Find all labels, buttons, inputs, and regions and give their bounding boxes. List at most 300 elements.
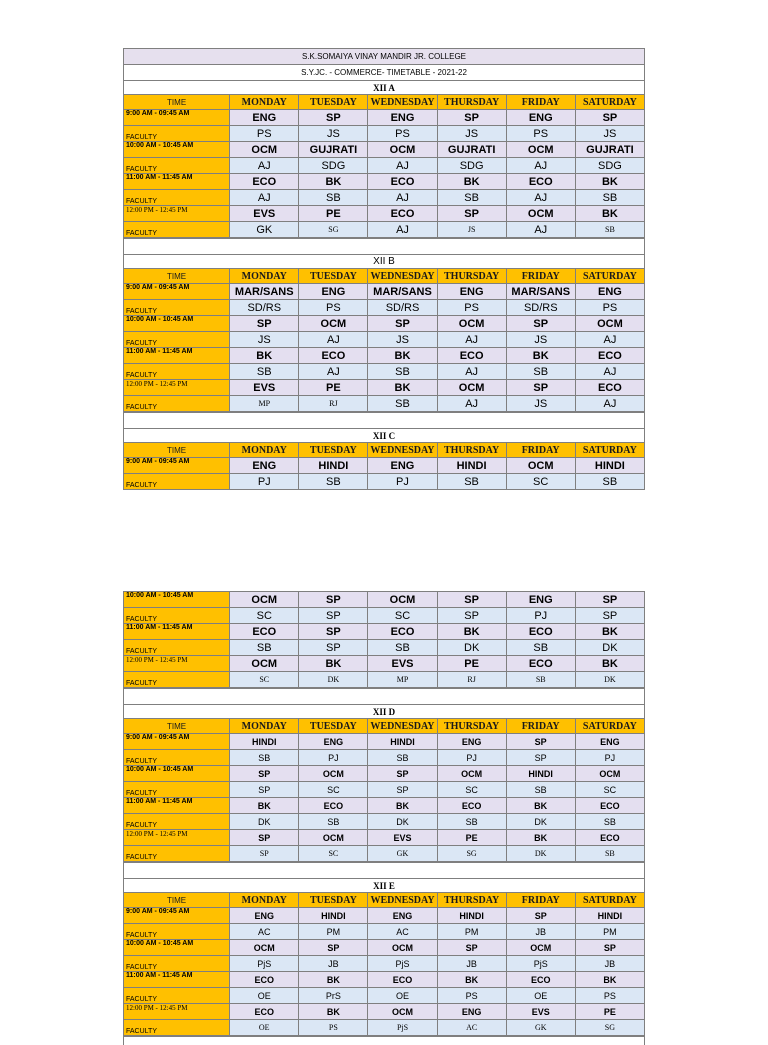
faculty-cell: PrS xyxy=(299,988,368,1004)
faculty-cell: SC xyxy=(437,782,506,798)
faculty-cell: AJ xyxy=(575,396,644,412)
timetable-page-1 xyxy=(123,48,645,490)
faculty-cell: OE xyxy=(230,1020,299,1036)
faculty-cell: SG xyxy=(437,846,506,862)
header-saturday: SATURDAY xyxy=(575,95,644,110)
faculty-cell: PJ xyxy=(368,474,437,490)
faculty-cell: PjS xyxy=(506,956,575,972)
faculty-cell: PS xyxy=(575,300,644,316)
header-thursday: THURSDAY xyxy=(437,893,506,908)
table-row-subject xyxy=(124,624,645,640)
subject-cell: ECO xyxy=(575,380,644,396)
subject-cell: EVS xyxy=(368,830,437,846)
faculty-cell: SB xyxy=(299,190,368,206)
table-row-faculty xyxy=(124,396,645,412)
faculty-cell: DK xyxy=(575,672,644,688)
subject-cell: SP xyxy=(437,592,506,608)
faculty-cell: JB xyxy=(575,956,644,972)
faculty-cell: SD/RS xyxy=(506,300,575,316)
faculty-cell: OE xyxy=(368,988,437,1004)
subject-cell: BK xyxy=(368,798,437,814)
header-thursday: THURSDAY xyxy=(437,719,506,734)
subject-cell: PE xyxy=(437,656,506,672)
faculty-cell: SP xyxy=(437,608,506,624)
subject-cell: ECO xyxy=(299,348,368,364)
subject-cell: SP xyxy=(230,830,299,846)
faculty-cell: GK xyxy=(230,222,299,238)
subject-cell: OCM xyxy=(230,142,299,158)
subject-cell: OCM xyxy=(506,142,575,158)
subject-cell: ECO xyxy=(575,798,644,814)
faculty-cell: PjS xyxy=(368,1020,437,1036)
faculty-label: FACULTY xyxy=(124,396,230,412)
header-saturday: SATURDAY xyxy=(575,443,644,458)
timetable-subtitle: S.Y.JC. - COMMERCE- TIMETABLE - 2021-22 xyxy=(124,65,645,81)
subject-cell: BK xyxy=(575,624,644,640)
faculty-cell: DK xyxy=(575,640,644,656)
faculty-cell: AJ xyxy=(230,158,299,174)
subject-cell: GUJRATI xyxy=(437,142,506,158)
faculty-cell: PM xyxy=(299,924,368,940)
faculty-cell: SP xyxy=(230,846,299,862)
subject-cell: SP xyxy=(575,592,644,608)
faculty-cell: SC xyxy=(368,608,437,624)
faculty-cell: JS xyxy=(230,332,299,348)
table-row-subject xyxy=(124,908,645,924)
spacer xyxy=(123,238,645,254)
subject-cell: BK xyxy=(299,174,368,190)
faculty-cell: SB xyxy=(230,750,299,766)
table-row-subject xyxy=(124,1004,645,1020)
faculty-cell: AJ xyxy=(437,364,506,380)
faculty-cell: SDG xyxy=(575,158,644,174)
time-slot-label: 11:00 AM - 11:45 AM xyxy=(124,348,230,364)
subject-cell: HINDI xyxy=(575,458,644,474)
faculty-cell: PS xyxy=(299,300,368,316)
faculty-cell: AJ xyxy=(368,222,437,238)
table-row-faculty xyxy=(124,924,645,940)
subject-cell: ECO xyxy=(230,174,299,190)
faculty-cell: DK xyxy=(437,640,506,656)
subject-cell: ENG xyxy=(506,110,575,126)
subject-cell: ECO xyxy=(506,174,575,190)
header-tuesday: TUESDAY xyxy=(299,719,368,734)
subject-cell: ECO xyxy=(506,656,575,672)
subject-cell: ECO xyxy=(368,624,437,640)
header-friday: FRIDAY xyxy=(506,269,575,284)
faculty-cell: SB xyxy=(575,814,644,830)
time-slot-label: 12:00 PM - 12:45 PM xyxy=(124,830,230,846)
subject-cell: ENG xyxy=(299,284,368,300)
subject-cell: HINDI xyxy=(368,734,437,750)
faculty-label: FACULTY xyxy=(124,190,230,206)
subject-cell: SP xyxy=(299,110,368,126)
subject-cell: OCM xyxy=(230,656,299,672)
subject-cell: ENG xyxy=(230,458,299,474)
subject-cell: OCM xyxy=(575,316,644,332)
faculty-cell: RJ xyxy=(437,672,506,688)
subject-cell: SP xyxy=(368,316,437,332)
xiic-rows-part2 xyxy=(124,592,645,688)
subject-cell: SP xyxy=(506,908,575,924)
subject-cell: SP xyxy=(506,316,575,332)
subject-cell: ECO xyxy=(230,1004,299,1020)
subject-cell: ENG xyxy=(575,284,644,300)
xiic-rows-part1 xyxy=(124,458,645,490)
subject-cell: ECO xyxy=(575,348,644,364)
subject-cell: ECO xyxy=(230,624,299,640)
faculty-cell: PjS xyxy=(230,956,299,972)
faculty-cell: SB xyxy=(506,672,575,688)
faculty-cell: AC xyxy=(368,924,437,940)
table-row-faculty xyxy=(124,126,645,142)
section-title-xiie: XII E xyxy=(124,879,645,893)
subject-cell: ENG xyxy=(506,592,575,608)
subject-cell: OCM xyxy=(368,1004,437,1020)
faculty-cell: JS xyxy=(575,126,644,142)
subject-cell: BK xyxy=(575,206,644,222)
faculty-cell: AJ xyxy=(230,190,299,206)
header-friday: FRIDAY xyxy=(506,95,575,110)
faculty-label: FACULTY xyxy=(124,846,230,862)
subject-cell: BK xyxy=(299,1004,368,1020)
header-thursday: THURSDAY xyxy=(437,95,506,110)
header-wednesday: WEDNESDAY xyxy=(368,893,437,908)
subject-cell: ECO xyxy=(506,624,575,640)
header-time: TIME xyxy=(124,443,230,458)
faculty-cell: PS xyxy=(299,1020,368,1036)
faculty-cell: AJ xyxy=(506,222,575,238)
table-row-subject xyxy=(124,206,645,222)
table-row-subject xyxy=(124,940,645,956)
subject-cell: ENG xyxy=(368,458,437,474)
subject-cell: OCM xyxy=(506,940,575,956)
faculty-cell: PM xyxy=(437,924,506,940)
table-row-faculty xyxy=(124,190,645,206)
subject-cell: OCM xyxy=(299,766,368,782)
faculty-cell: SB xyxy=(575,190,644,206)
header-saturday: SATURDAY xyxy=(575,719,644,734)
header-wednesday: WEDNESDAY xyxy=(368,95,437,110)
subject-cell: SP xyxy=(506,380,575,396)
faculty-cell: PS xyxy=(575,988,644,1004)
subject-cell: PE xyxy=(299,206,368,222)
table-row-subject xyxy=(124,380,645,396)
subject-cell: ENG xyxy=(368,110,437,126)
subject-cell: ECO xyxy=(437,798,506,814)
faculty-cell: GK xyxy=(368,846,437,862)
table-row-faculty xyxy=(124,814,645,830)
subject-cell: OCM xyxy=(368,142,437,158)
faculty-cell: PjS xyxy=(368,956,437,972)
faculty-cell: JB xyxy=(437,956,506,972)
faculty-label: FACULTY xyxy=(124,332,230,348)
faculty-cell: JS xyxy=(506,332,575,348)
faculty-label: FACULTY xyxy=(124,300,230,316)
header-monday: MONDAY xyxy=(230,893,299,908)
table-row-subject xyxy=(124,734,645,750)
subject-cell: SP xyxy=(368,766,437,782)
subject-cell: ECO xyxy=(506,972,575,988)
faculty-cell: GK xyxy=(506,1020,575,1036)
subject-cell: PE xyxy=(575,1004,644,1020)
faculty-cell: SB xyxy=(506,782,575,798)
table-row-subject xyxy=(124,284,645,300)
faculty-label: FACULTY xyxy=(124,956,230,972)
header-saturday: SATURDAY xyxy=(575,893,644,908)
subject-cell: ECO xyxy=(437,348,506,364)
subject-cell: PE xyxy=(437,830,506,846)
xiib-rows xyxy=(124,284,645,412)
faculty-cell: OE xyxy=(230,988,299,1004)
header-tuesday: TUESDAY xyxy=(299,95,368,110)
faculty-cell: SB xyxy=(575,474,644,490)
faculty-cell: AJ xyxy=(368,158,437,174)
subject-cell: EVS xyxy=(230,206,299,222)
time-slot-label: 9:00 AM - 09:45 AM xyxy=(124,734,230,750)
subject-cell: BK xyxy=(299,656,368,672)
header-friday: FRIDAY xyxy=(506,719,575,734)
time-slot-label: 9:00 AM - 09:45 AM xyxy=(124,110,230,126)
subject-cell: GUJRATI xyxy=(575,142,644,158)
subject-cell: BK xyxy=(575,656,644,672)
header-row xyxy=(124,269,645,284)
subject-cell: BK xyxy=(368,348,437,364)
time-slot-label: 9:00 AM - 09:45 AM xyxy=(124,908,230,924)
faculty-cell: AJ xyxy=(575,332,644,348)
subject-cell: HINDI xyxy=(437,908,506,924)
faculty-cell: PJ xyxy=(299,750,368,766)
table-row-faculty xyxy=(124,222,645,238)
faculty-label: FACULTY xyxy=(124,222,230,238)
time-slot-label: 10:00 AM - 10:45 AM xyxy=(124,592,230,608)
subject-cell: ECO xyxy=(299,798,368,814)
table-row-subject xyxy=(124,656,645,672)
subject-cell: ENG xyxy=(437,734,506,750)
faculty-cell: AC xyxy=(437,1020,506,1036)
time-slot-label: 11:00 AM - 11:45 AM xyxy=(124,174,230,190)
table-row-faculty xyxy=(124,608,645,624)
faculty-label: FACULTY xyxy=(124,640,230,656)
subject-cell: HINDI xyxy=(575,908,644,924)
college-name: S.K.SOMAIYA VINAY MANDIR JR. COLLEGE xyxy=(124,49,645,65)
subject-cell: MAR/SANS xyxy=(368,284,437,300)
time-slot-label: 9:00 AM - 09:45 AM xyxy=(124,458,230,474)
section-title-xiib: XII B xyxy=(124,255,645,269)
faculty-label: FACULTY xyxy=(124,126,230,142)
subject-cell: GUJRATI xyxy=(299,142,368,158)
subject-cell: BK xyxy=(506,348,575,364)
faculty-cell: JS xyxy=(437,222,506,238)
faculty-cell: SB xyxy=(437,814,506,830)
faculty-cell: JS xyxy=(506,396,575,412)
faculty-cell: SP xyxy=(506,750,575,766)
subject-cell: ENG xyxy=(437,284,506,300)
faculty-cell: PS xyxy=(437,988,506,1004)
subject-cell: HINDI xyxy=(506,766,575,782)
table-row-faculty xyxy=(124,988,645,1004)
subject-cell: SP xyxy=(230,766,299,782)
header-time: TIME xyxy=(124,269,230,284)
subject-cell: BK xyxy=(230,348,299,364)
faculty-cell: PS xyxy=(437,300,506,316)
faculty-cell: SB xyxy=(506,640,575,656)
faculty-cell: SB xyxy=(437,190,506,206)
header-friday: FRIDAY xyxy=(506,443,575,458)
faculty-cell: SB xyxy=(230,364,299,380)
faculty-cell: SDG xyxy=(437,158,506,174)
subject-cell: BK xyxy=(230,798,299,814)
subject-cell: OCM xyxy=(506,458,575,474)
subject-cell: SP xyxy=(299,592,368,608)
header-saturday: SATURDAY xyxy=(575,269,644,284)
table-row-faculty xyxy=(124,474,645,490)
subject-cell: BK xyxy=(368,380,437,396)
subject-cell: OCM xyxy=(575,766,644,782)
subject-cell: OCM xyxy=(299,830,368,846)
faculty-cell: SC xyxy=(506,474,575,490)
faculty-cell: OE xyxy=(506,988,575,1004)
subject-cell: OCM xyxy=(437,316,506,332)
subject-cell: ECO xyxy=(368,174,437,190)
faculty-cell: SC xyxy=(230,608,299,624)
faculty-cell: SC xyxy=(575,782,644,798)
subject-cell: SP xyxy=(299,624,368,640)
faculty-cell: SB xyxy=(368,396,437,412)
subject-cell: OCM xyxy=(437,766,506,782)
subject-cell: ECO xyxy=(230,972,299,988)
header-tuesday: TUESDAY xyxy=(299,269,368,284)
subject-cell: OCM xyxy=(506,206,575,222)
faculty-label: FACULTY xyxy=(124,924,230,940)
faculty-cell: AC xyxy=(230,924,299,940)
faculty-cell: DK xyxy=(368,814,437,830)
faculty-label: FACULTY xyxy=(124,750,230,766)
table-row-subject xyxy=(124,766,645,782)
faculty-cell: SG xyxy=(299,222,368,238)
timetable-page-2 xyxy=(123,591,645,1045)
faculty-cell: PS xyxy=(506,126,575,142)
header-row xyxy=(124,95,645,110)
subject-cell: BK xyxy=(437,972,506,988)
subject-cell: ENG xyxy=(368,908,437,924)
faculty-cell: SP xyxy=(299,640,368,656)
time-slot-label: 10:00 AM - 10:45 AM xyxy=(124,316,230,332)
faculty-cell: PM xyxy=(575,924,644,940)
xiia-rows xyxy=(124,110,645,238)
table-row-subject xyxy=(124,316,645,332)
faculty-cell: AJ xyxy=(368,190,437,206)
faculty-cell: SC xyxy=(299,782,368,798)
header-tuesday: TUESDAY xyxy=(299,893,368,908)
faculty-label: FACULTY xyxy=(124,608,230,624)
subject-cell: BK xyxy=(575,174,644,190)
faculty-cell: SB xyxy=(230,640,299,656)
subject-cell: BK xyxy=(506,830,575,846)
faculty-cell: SB xyxy=(299,474,368,490)
faculty-cell: AJ xyxy=(575,364,644,380)
faculty-label: FACULTY xyxy=(124,782,230,798)
faculty-label: FACULTY xyxy=(124,158,230,174)
subject-cell: BK xyxy=(437,174,506,190)
header-row xyxy=(124,893,645,908)
subject-cell: HINDI xyxy=(230,734,299,750)
subject-cell: SP xyxy=(437,206,506,222)
faculty-cell: RJ xyxy=(299,396,368,412)
time-slot-label: 9:00 AM - 09:45 AM xyxy=(124,284,230,300)
faculty-cell: JB xyxy=(299,956,368,972)
header-row xyxy=(124,719,645,734)
table-row-faculty xyxy=(124,300,645,316)
subject-cell: OCM xyxy=(299,316,368,332)
table-row-subject xyxy=(124,110,645,126)
xiie-rows xyxy=(124,908,645,1036)
faculty-cell: JS xyxy=(299,126,368,142)
time-slot-label: 11:00 AM - 11:45 AM xyxy=(124,798,230,814)
faculty-cell: SB xyxy=(575,222,644,238)
faculty-cell: PJ xyxy=(437,750,506,766)
faculty-cell: SB xyxy=(368,640,437,656)
time-slot-label: 11:00 AM - 11:45 AM xyxy=(124,972,230,988)
subject-cell: OCM xyxy=(437,380,506,396)
table-row-subject xyxy=(124,972,645,988)
faculty-cell: SD/RS xyxy=(230,300,299,316)
time-slot-label: 10:00 AM - 10:45 AM xyxy=(124,766,230,782)
table-row-faculty xyxy=(124,782,645,798)
subject-cell: SP xyxy=(437,940,506,956)
table-row-faculty xyxy=(124,956,645,972)
header-monday: MONDAY xyxy=(230,95,299,110)
faculty-cell: JS xyxy=(437,126,506,142)
table-row-subject xyxy=(124,798,645,814)
faculty-cell: MP xyxy=(368,672,437,688)
table-row-faculty xyxy=(124,158,645,174)
header-wednesday: WEDNESDAY xyxy=(368,269,437,284)
faculty-cell: SC xyxy=(230,672,299,688)
faculty-cell: MP xyxy=(230,396,299,412)
faculty-cell: SD/RS xyxy=(368,300,437,316)
subject-cell: ENG xyxy=(575,734,644,750)
subject-cell: ENG xyxy=(230,110,299,126)
header-thursday: THURSDAY xyxy=(437,443,506,458)
subject-cell: BK xyxy=(299,972,368,988)
subject-cell: SP xyxy=(575,110,644,126)
subject-cell: EVS xyxy=(368,656,437,672)
subject-cell: ENG xyxy=(230,908,299,924)
subject-cell: OCM xyxy=(368,592,437,608)
faculty-cell: SP xyxy=(368,782,437,798)
time-slot-label: 12:00 PM - 12:45 PM xyxy=(124,1004,230,1020)
subject-cell: ECO xyxy=(368,972,437,988)
faculty-cell: SP xyxy=(575,608,644,624)
subject-cell: SP xyxy=(506,734,575,750)
table-row-subject xyxy=(124,142,645,158)
faculty-label: FACULTY xyxy=(124,474,230,490)
subject-cell: HINDI xyxy=(299,458,368,474)
faculty-cell: SP xyxy=(230,782,299,798)
subject-cell: HINDI xyxy=(437,458,506,474)
table-row-faculty xyxy=(124,750,645,766)
faculty-label: FACULTY xyxy=(124,814,230,830)
time-slot-label: 12:00 PM - 12:45 PM xyxy=(124,206,230,222)
header-row xyxy=(124,443,645,458)
subject-cell: BK xyxy=(506,798,575,814)
subject-cell: ECO xyxy=(368,206,437,222)
table-row-faculty xyxy=(124,672,645,688)
faculty-cell: SB xyxy=(437,474,506,490)
faculty-cell: AJ xyxy=(299,332,368,348)
table-row-subject xyxy=(124,830,645,846)
